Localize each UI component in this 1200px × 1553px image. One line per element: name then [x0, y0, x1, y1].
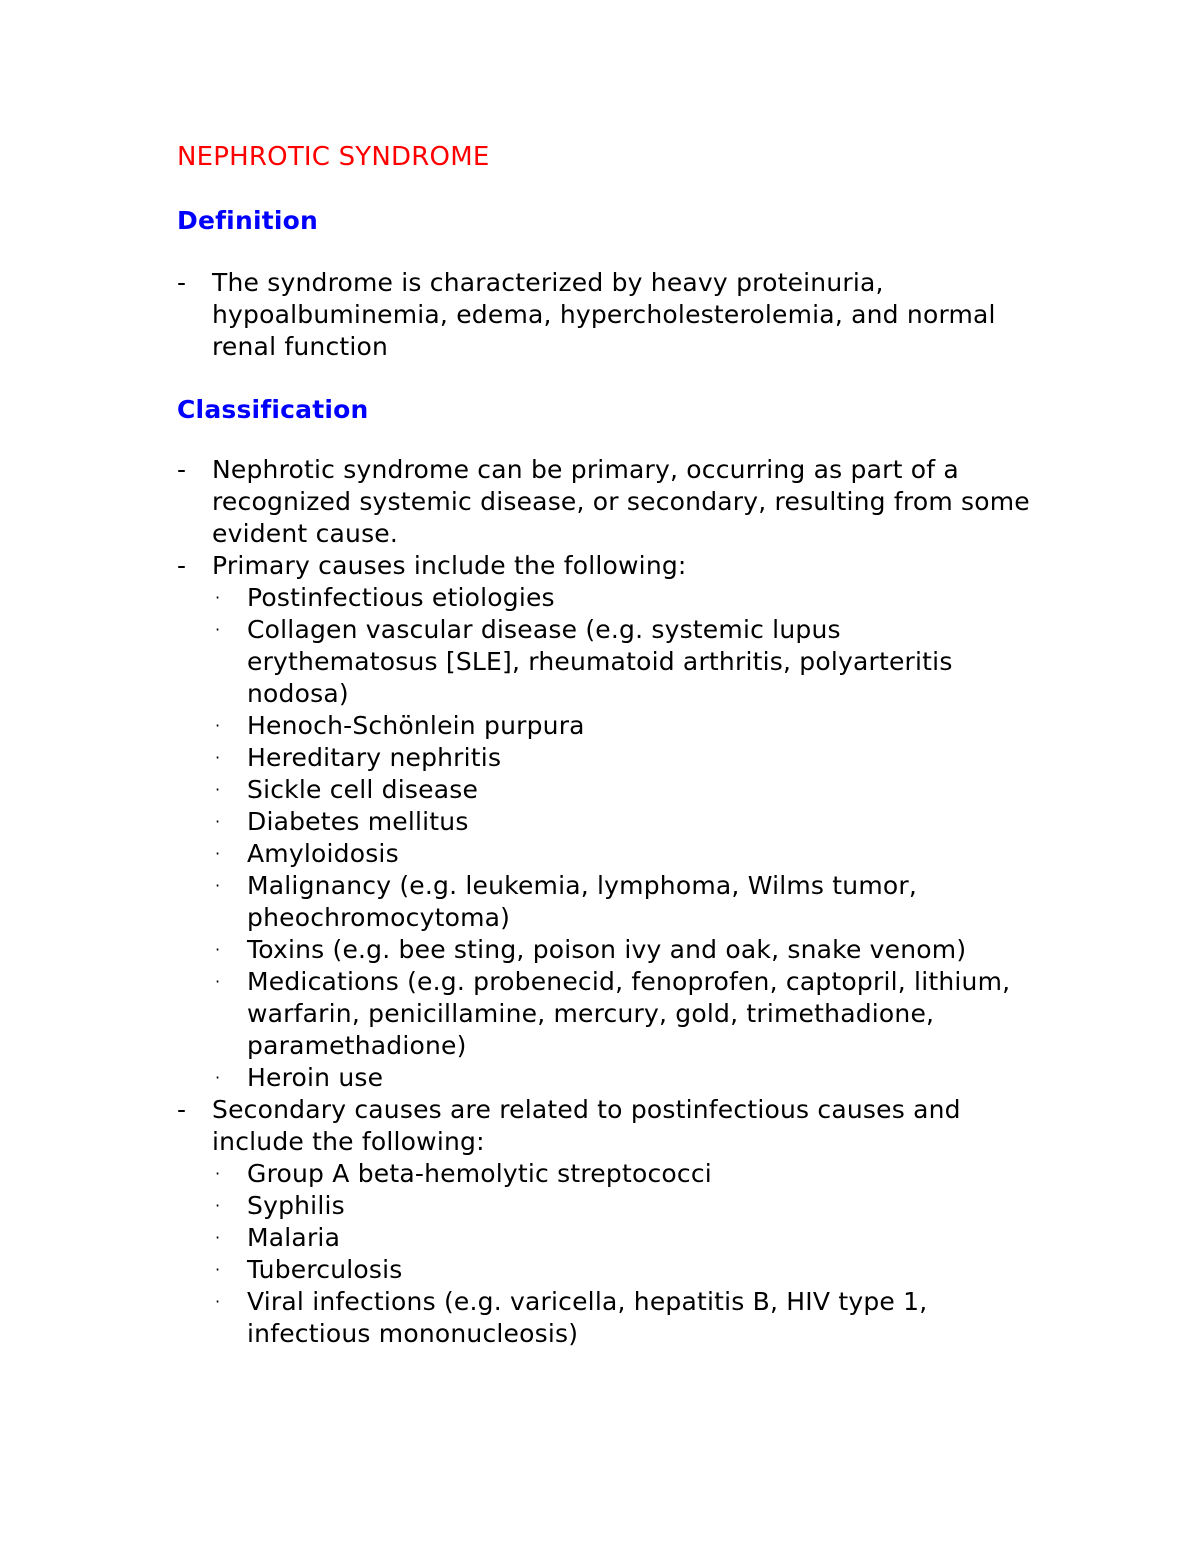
dash-marker: -	[177, 268, 187, 297]
sub-list-item-text: Medications (e.g. probenecid, fenoprofen, captopril, lithium, warfarin, penicillamine, mercury, gold, trimethadione, paramethadione)	[247, 967, 1011, 1060]
definition-list	[177, 267, 1037, 363]
dash-marker: -	[177, 1095, 187, 1124]
sub-list-item-text: Syphilis	[247, 1191, 345, 1220]
sub-list-item-text: Malaria	[247, 1223, 341, 1252]
sub-list-item-text: Amyloidosis	[247, 839, 399, 868]
sub-list-item	[212, 1062, 1037, 1094]
dash-marker: -	[177, 455, 187, 484]
sub-list-item-text: Malignancy (e.g. leukemia, lymphoma, Wilms tumor, pheochromocytoma)	[247, 871, 918, 932]
sub-list-item	[212, 1190, 1037, 1222]
bullet-marker: ·	[215, 780, 221, 799]
sub-list-item-text: Toxins (e.g. bee sting, poison ivy and oak, snake venom)	[247, 935, 967, 964]
list-item	[177, 267, 1037, 363]
sub-list-item	[212, 934, 1037, 966]
bullet-marker: ·	[215, 1068, 221, 1087]
sub-list-item	[212, 870, 1037, 934]
bullet-marker: ·	[215, 588, 221, 607]
bullet-marker: ·	[215, 748, 221, 767]
page-title: NEPHROTIC SYNDROME	[177, 142, 490, 172]
sub-list-item	[212, 1222, 1037, 1254]
sub-list-item	[212, 806, 1037, 838]
list-item	[177, 454, 1037, 550]
list-item-text: Primary causes include the following:	[212, 551, 687, 580]
sub-list-item	[212, 614, 1037, 710]
sub-list-item-text: Henoch-Schönlein purpura	[247, 711, 585, 740]
sub-list-item-text: Viral infections (e.g. varicella, hepatitis B, HIV type 1, infectious mononucleosis)	[247, 1287, 928, 1348]
bullet-marker: ·	[215, 1292, 221, 1311]
sub-list-item-text: Collagen vascular disease (e.g. systemic lupus erythematosus [SLE], rheumatoid arthritis, polyarteritis nodosa)	[247, 615, 953, 708]
bullet-marker: ·	[215, 620, 221, 639]
dash-marker: -	[177, 551, 187, 580]
sub-list-item-text: Postinfectious etiologies	[247, 583, 555, 612]
document-content	[177, 139, 1037, 1350]
bullet-marker: ·	[215, 812, 221, 831]
section-heading-definition: Definition	[177, 206, 319, 235]
bullet-marker: ·	[215, 1164, 221, 1183]
bullet-marker: ·	[215, 1196, 221, 1215]
bullet-marker: ·	[215, 1228, 221, 1247]
sub-list-item	[212, 1254, 1037, 1286]
bullet-marker: ·	[215, 940, 221, 959]
bullet-marker: ·	[215, 1260, 221, 1279]
sub-list-item	[212, 1158, 1037, 1190]
primary-causes-list	[212, 582, 1037, 1094]
sub-list-item-text: Diabetes mellitus	[247, 807, 469, 836]
bullet-marker: ·	[215, 716, 221, 735]
sub-list-item	[212, 582, 1037, 614]
sub-list-item	[212, 742, 1037, 774]
bullet-marker: ·	[215, 876, 221, 895]
sub-list-item-text: Group A beta-hemolytic streptococci	[247, 1159, 712, 1188]
list-item	[177, 550, 1037, 1094]
sub-list-item-text: Sickle cell disease	[247, 775, 479, 804]
list-item	[177, 1094, 1037, 1350]
list-item-text: Secondary causes are related to postinfectious causes and include the following:	[212, 1095, 961, 1156]
sub-list-item-text: Hereditary nephritis	[247, 743, 502, 772]
classification-list	[177, 454, 1037, 1350]
section-heading-classification: Classification	[177, 395, 369, 424]
secondary-causes-list	[212, 1158, 1037, 1350]
sub-list-item	[212, 710, 1037, 742]
sub-list-item	[212, 838, 1037, 870]
sub-list-item	[212, 966, 1037, 1062]
sub-list-item-text: Heroin use	[247, 1063, 384, 1092]
sub-list-item-text: Tuberculosis	[247, 1255, 403, 1284]
bullet-marker: ·	[215, 844, 221, 863]
sub-list-item	[212, 774, 1037, 806]
sub-list-item	[212, 1286, 1037, 1350]
list-item-text: The syndrome is characterized by heavy proteinuria, hypoalbuminemia, edema, hypercholesterolemia, and normal renal function	[212, 268, 996, 361]
list-item-text: Nephrotic syndrome can be primary, occurring as part of a recognized systemic disease, or secondary, resulting from some evident cause.	[212, 455, 1030, 548]
bullet-marker: ·	[215, 972, 221, 991]
